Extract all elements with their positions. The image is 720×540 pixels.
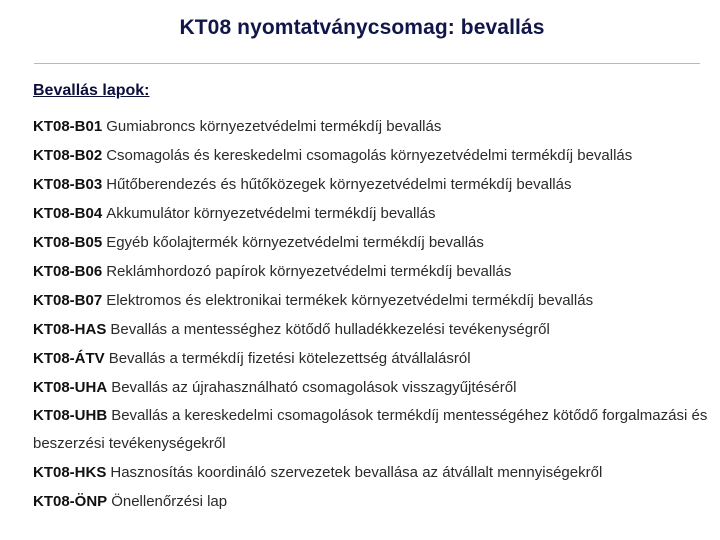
- item-code: KT08-ÖNP: [33, 493, 108, 510]
- section-heading: Bevallás lapok:: [33, 82, 150, 99]
- item-description: Csomagolás és kereskedelmi csomagolás környezetvédelmi termékdíj bevallás: [106, 147, 633, 164]
- list-item: [33, 487, 713, 516]
- item-description: Hűtőberendezés és hűtőközegek környezetvédelmi termékdíj bevallás: [106, 176, 572, 193]
- item-description: Önellenőrzési lap: [111, 493, 228, 510]
- list-item: [33, 141, 713, 170]
- item-code: KT08-HAS: [33, 321, 107, 338]
- list-item: [33, 315, 713, 344]
- form-list: [33, 112, 713, 516]
- item-code: KT08-UHB: [33, 407, 108, 424]
- list-item: [33, 257, 713, 286]
- list-item: [33, 373, 713, 402]
- item-code: KT08-B02: [33, 147, 103, 164]
- item-description: Gumiabroncs környezetvédelmi termékdíj bevallás: [106, 118, 442, 135]
- title-divider: [34, 63, 700, 64]
- item-description: Elektromos és elektronikai termékek környezetvédelmi termékdíj bevallás: [106, 292, 594, 309]
- item-description: Hasznosítás koordináló szervezetek bevallása az átvállalt mennyiségekről: [110, 464, 603, 481]
- list-item: [33, 112, 713, 141]
- item-description: Egyéb kőolajtermék környezetvédelmi termékdíj bevallás: [106, 234, 484, 251]
- list-item: [33, 228, 713, 257]
- item-description: Bevallás a mentességhez kötődő hulladékkezelési tevékenységről: [110, 321, 550, 338]
- list-item: [33, 458, 713, 487]
- item-description: Bevallás a kereskedelmi csomagolások termékdíj mentességéhez kötődő forgalmazási és beszerzési tevékenységekről: [33, 407, 708, 452]
- list-item: [33, 199, 713, 228]
- item-code: KT08-B06: [33, 263, 103, 280]
- item-code: KT08-B05: [33, 234, 103, 251]
- item-code: KT08-B01: [33, 118, 103, 135]
- list-item: [33, 170, 713, 199]
- item-code: KT08-B07: [33, 292, 103, 309]
- item-code: KT08-HKS: [33, 464, 107, 481]
- page-title: KT08 nyomtatványcsomag: bevallás: [179, 16, 545, 39]
- item-code: KT08-UHA: [33, 379, 108, 396]
- item-code: KT08-B03: [33, 176, 103, 193]
- item-description: Reklámhordozó papírok környezetvédelmi termékdíj bevallás: [106, 263, 512, 280]
- list-item: [33, 344, 713, 373]
- item-description: Akkumulátor környezetvédelmi termékdíj bevallás: [106, 205, 436, 222]
- item-code: KT08-B04: [33, 205, 103, 222]
- item-description: Bevallás az újrahasználható csomagolások visszagyűjtéséről: [111, 379, 517, 396]
- list-item: [33, 402, 713, 458]
- list-item: [33, 286, 713, 315]
- item-code: KT08-ÁTV: [33, 350, 105, 367]
- item-description: Bevallás a termékdíj fizetési kötelezettség átvállalásról: [108, 350, 471, 367]
